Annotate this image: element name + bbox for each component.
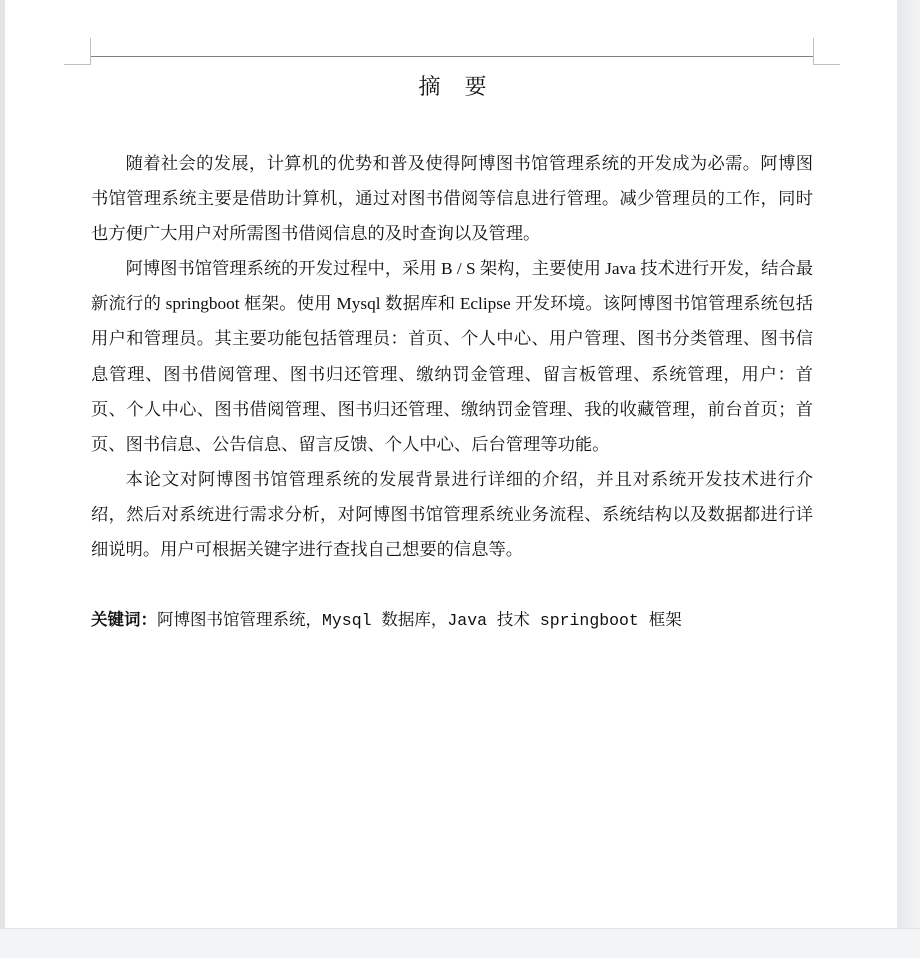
keywords-line [91, 606, 682, 635]
margin-corner-mark-top-left-vertical [90, 38, 91, 64]
margin-corner-mark-top-right-vertical [813, 38, 814, 64]
abstract-title: 摘要 [418, 75, 511, 100]
abstract-paragraph-1: 随着社会的发展，计算机的优势和普及使得阿博图书馆管理系统的开发成为必需。阿博图书馆管理系统主要是借助计算机，通过对图书借阅等信息进行管理。减少管理员的工作，同时也方便广大用户对所需图书借阅信息的及时查询以及管理。 [91, 154, 813, 244]
abstract-body[interactable] [91, 146, 813, 567]
margin-corner-mark-top-left-horizontal [64, 64, 91, 65]
abstract-paragraph-3: 本论文对阿博图书馆管理系统的发展背景进行详细的介绍，并且对系统开发技术进行介绍，然后对系统进行需求分析，对阿博图书馆管理系统业务流程、系统结构以及数据都进行详细说明。用户可根据关键字进行查找自己想要的信息等。 [91, 469, 813, 560]
abstract-paragraph-2: 阿博图书馆管理系统的开发过程中，采用 B / S 架构，主要使用 Java 技术进行开发，结合最新流行的 springboot 框架。使用 Mysql 数据库和 Eclipse 开发环境。该阿博图书馆管理系统包括用户和管理员。其主要功能包括管理员：首页、个人中心、用户管理、图书分类管理、图书信息管理、图书借阅管理、图书归还管理、缴纳罚金管理、留言板管理、系统管理，用户：首页、个人中心、图书借阅管理、图书归还管理、缴纳罚金管理、我的收藏管理，前台首页；首页、图书信息、公告信息、留言反馈、个人中心、后台管理等功能。 [91, 259, 814, 454]
header-rule [91, 56, 813, 57]
vertical-scrollbar-track[interactable] [897, 0, 920, 928]
keywords-label: 关键词： [91, 610, 157, 629]
workspace-bottom-area [0, 928, 920, 958]
margin-corner-mark-top-right-horizontal [813, 64, 840, 65]
keywords-value: 阿博图书馆管理系统，Mysql 数据库，Java 技术 springboot 框架 [157, 611, 682, 630]
